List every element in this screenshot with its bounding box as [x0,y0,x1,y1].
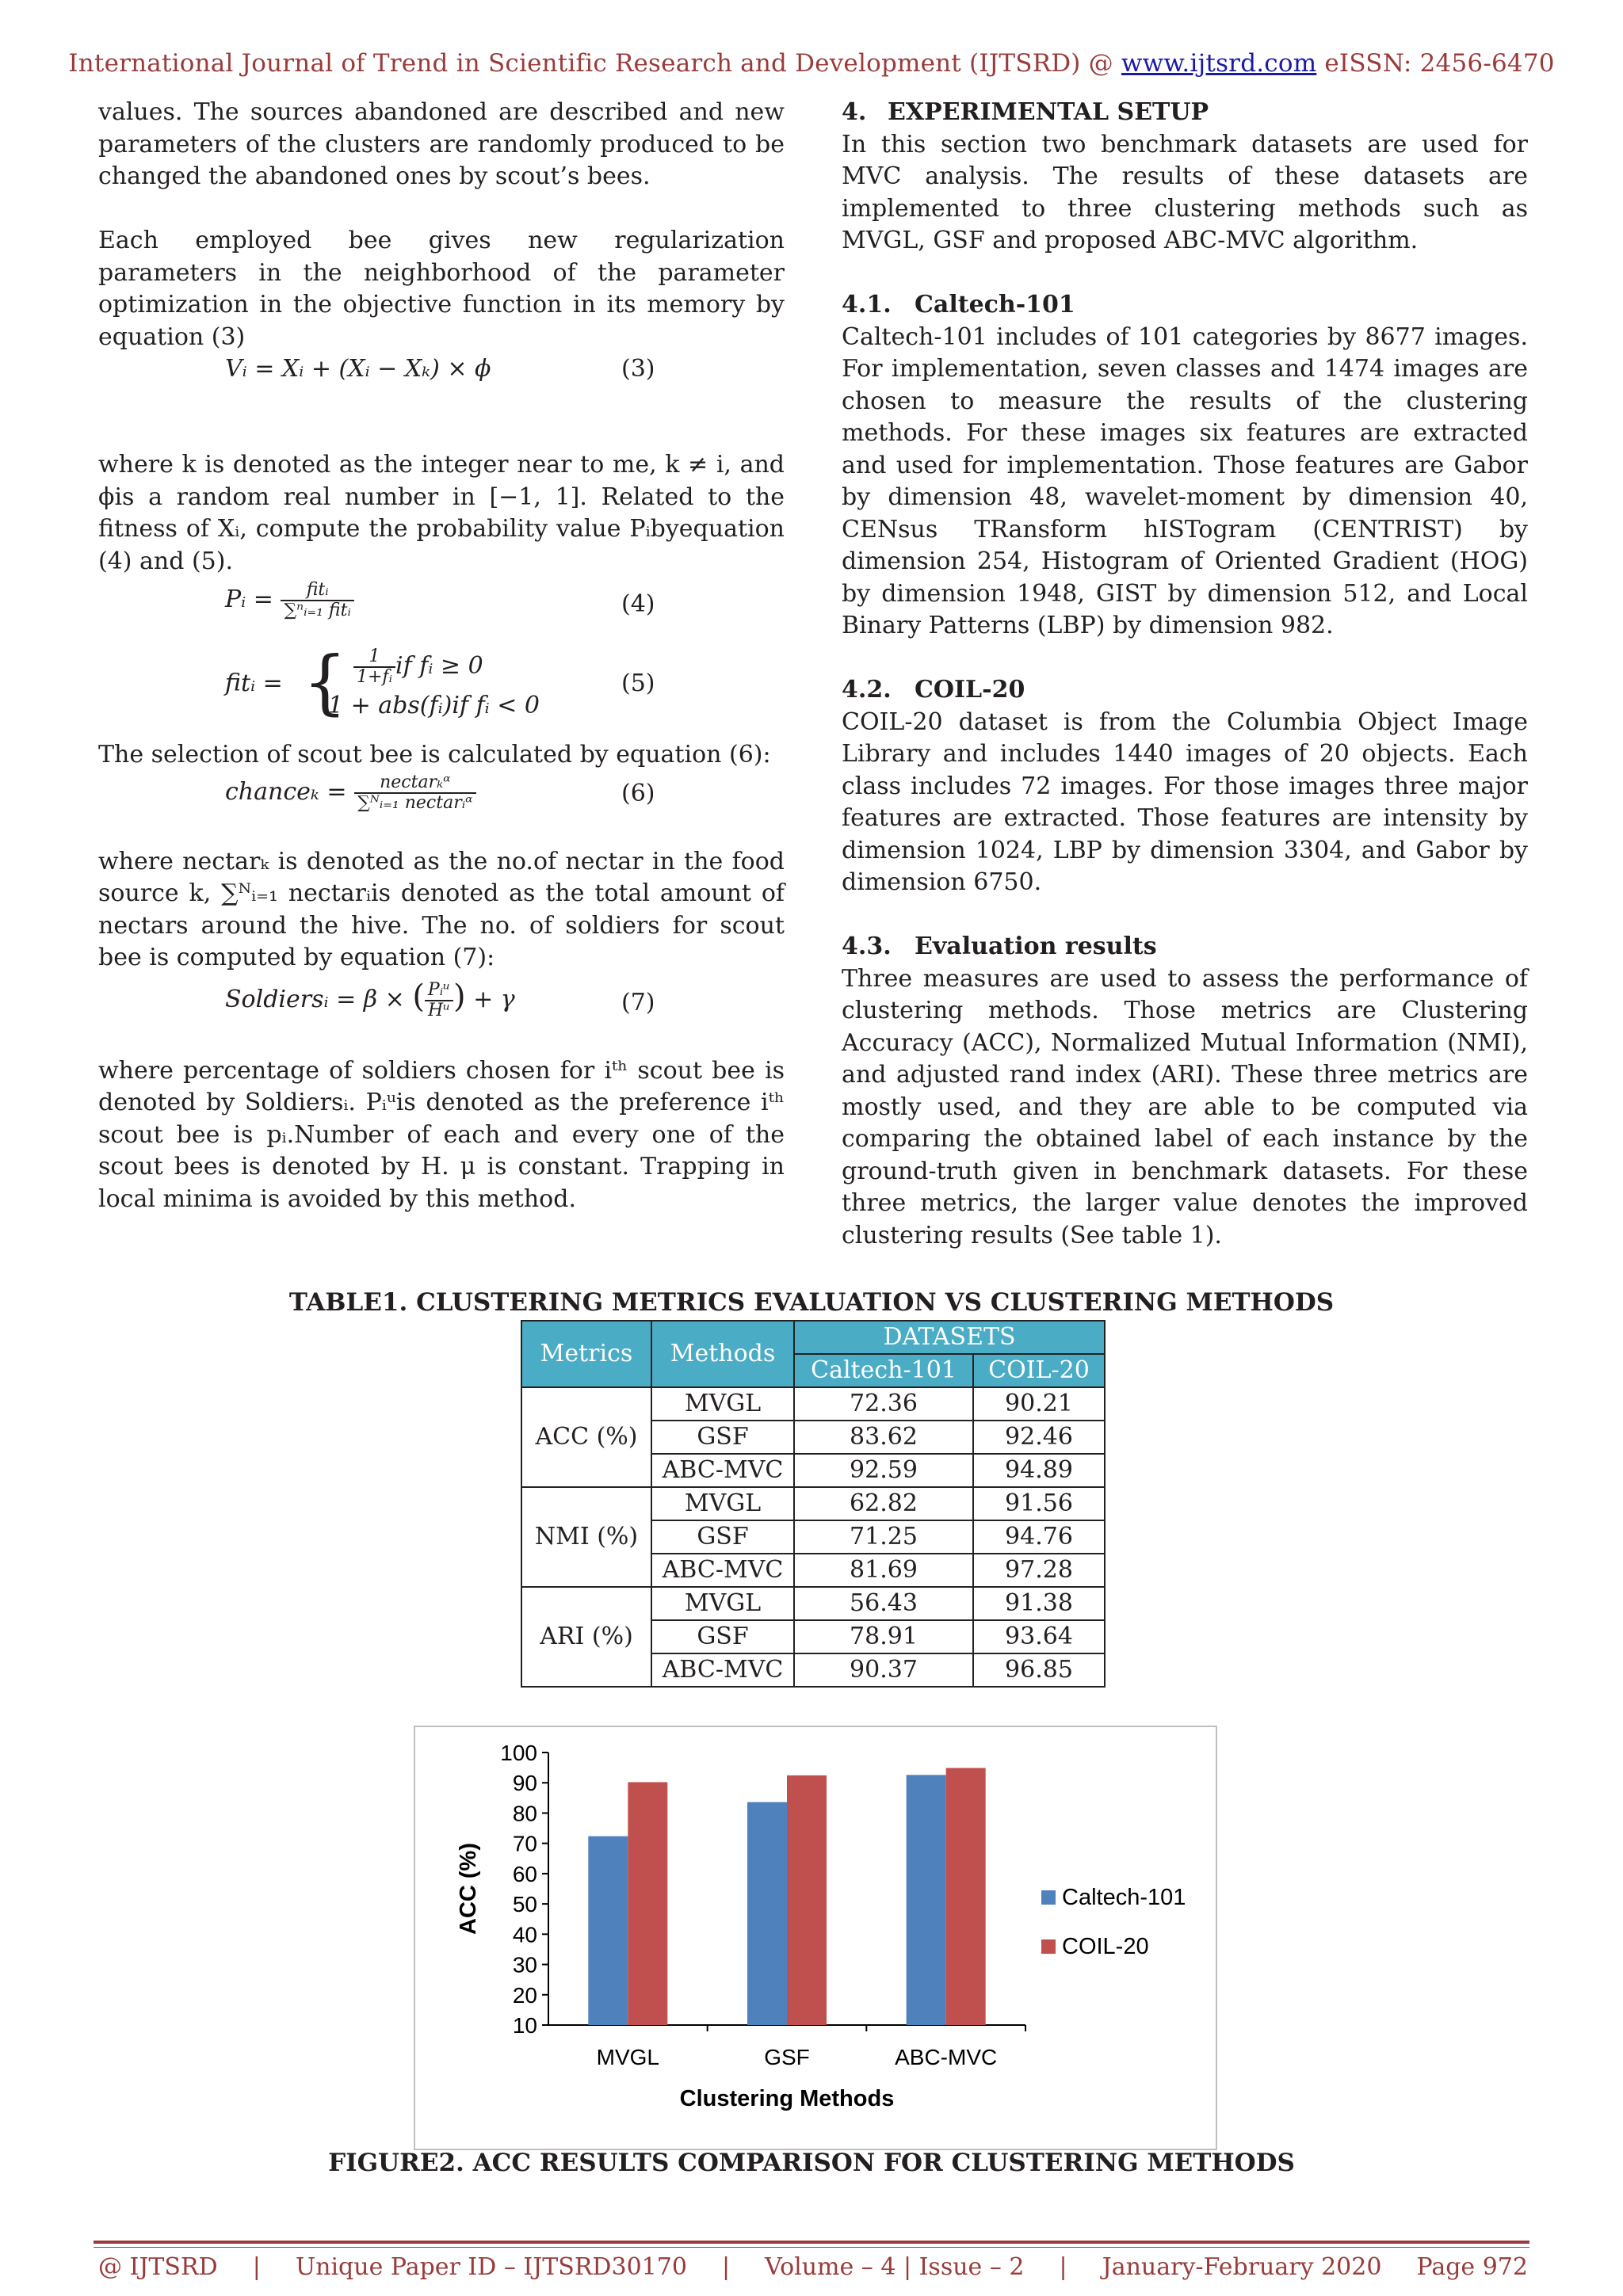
table-cell-v2: 94.76 [973,1520,1105,1554]
y-tick-label: 100 [500,1741,537,1765]
footer-rule-thin [94,2247,1529,2248]
y-tick-label: 70 [512,1831,537,1856]
table-cell-metric: ARI (%) [521,1587,651,1687]
paragraph: where k is denoted as the integer near to me, k ≠ i, and ϕis a random real number in [−1, 1]. Related to the fitness of Xᵢ, compute the probability value Pᵢbyequation (4) and (5). [98,451,785,575]
footer-rule [94,2241,1529,2244]
footer-paper-id: Unique Paper ID – IJTSRD30170 [295,2253,687,2281]
table-cell-v2: 91.38 [973,1587,1105,1620]
legend-swatch-caltech-101 [1041,1890,1056,1905]
equation-number: (3) [621,355,655,383]
paragraph: values. The sources abandoned are described and new parameters of the clusters are randomly produced to be changed the abandoned ones by scout’s bees. [98,98,785,190]
equation-number: (6) [621,779,655,807]
bar-caltech-101-mvgl [588,1836,628,2025]
right-column [842,97,1528,1252]
y-axis-label: ACC (%) [456,1843,481,1935]
fraction-numerator: Pᵢᵘ [425,981,453,1001]
x-tick-label: GSF [764,2045,810,2069]
fraction-numerator: nectarₖᵅ [354,773,475,794]
metrics-table [521,1320,1106,1688]
table-cell-v1: 90.37 [794,1653,973,1687]
paragraph: COIL-20 dataset is from the Columbia Object Image Library and includes 1440 images of 20 objects. Each class includes 72 images. For those images three major features are extracted. Those features are intensity by dimension 1024, LBP by dimension 3304, and Gabor by dimension 6750. [842,707,1528,896]
table-cell-method: ABC-MVC [651,1554,794,1587]
bar-coil-20-mvgl [628,1782,667,2025]
equation-lhs: Pᵢ = [225,585,273,613]
equation-lhs: fitᵢ = [225,669,283,697]
legend-label: COIL-20 [1062,1934,1149,1959]
y-tick-label: 50 [512,1892,537,1917]
bar-coil-20-gsf [787,1775,827,2025]
table-cell-method: GSF [651,1620,794,1653]
table-row [521,1387,1105,1421]
table-cell-method: ABC-MVC [651,1653,794,1687]
section-heading: 4.2. COIL-20 [842,676,1025,704]
journal-link[interactable]: www.ijtsrd.com [1121,49,1317,78]
table-cell-method: GSF [651,1520,794,1554]
fraction-denominator: ∑ᴺᵢ₌₁ nectarᵢᵅ [357,792,473,813]
table-header-coil: COIL-20 [973,1354,1105,1387]
table-cell-v1: 62.82 [794,1487,973,1520]
footer-page: Page 972 [1416,2253,1528,2281]
legend-swatch-coil-20 [1041,1939,1056,1954]
paragraph: The selection of scout bee is calculated by equation (6): [98,741,771,769]
footer-publisher: @ IJTSRD [98,2253,218,2281]
x-tick-label: MVGL [596,2045,660,2069]
y-tick-label: 80 [512,1801,537,1826]
y-tick-label: 60 [512,1861,537,1886]
fraction-denominator: Hᵘ [427,1000,450,1020]
equation-lhs: chanceₖ = [225,777,347,806]
paragraph: Three measures are used to assess the performance of clustering methods. Those metrics are Clustering Accuracy (ACC), Normalized Mutual Information (NMI), and adjusted rand index (ARI). These three metrics are mostly used, and they are able to be computed via comparing the obtained label of each instance by the ground-truth given in benchmark datasets. For these three metrics, the larger value denotes the improved clustering results (See table 1). [842,964,1528,1249]
equation-number: (4) [621,590,655,618]
bar-caltech-101-gsf [747,1802,787,2025]
left-column [98,97,785,1215]
footer-separator: | [1059,2253,1067,2281]
table-cell-v2: 94.89 [973,1454,1105,1487]
table-row [521,1487,1105,1520]
journal-header [0,49,1623,78]
x-tick-label: ABC-MVC [895,2045,998,2069]
table-cell-v2: 91.56 [973,1487,1105,1520]
table-cell-v2: 96.85 [973,1653,1105,1687]
table-cell-v1: 78.91 [794,1620,973,1653]
table-cell-method: MVGL [651,1487,794,1520]
paragraph: where nectarₖ is denoted as the no.of nectar in the food source k, ∑ᴺᵢ₌₁ nectarᵢis denoted as the total amount of nectars around the hive. The no. of soldiers for scout bee is computed by equation (7): [98,847,785,971]
x-axis-label: Clustering Methods [679,2086,895,2111]
fraction-numerator: 1 [353,647,395,668]
table-cell-v1: 83.62 [794,1421,973,1454]
bar-coil-20-abc-mvc [946,1768,986,2025]
table-header-metrics: Metrics [521,1321,651,1387]
table-cell-v1: 56.43 [794,1587,973,1620]
table-cell-method: ABC-MVC [651,1454,794,1487]
equation-number: (5) [621,669,655,697]
paragraph: Each employed bee gives new regularization parameters in the neighborhood of the parameter optimization in the objective function in its memory by equation (3) [98,227,785,351]
fraction-numerator: fitᵢ [281,581,353,601]
y-tick-label: 90 [512,1771,537,1796]
table-header-caltech: Caltech-101 [794,1354,973,1387]
table-cell-method: MVGL [651,1387,794,1421]
equation-expression: Vᵢ = Xᵢ + (Xᵢ − Xₖ) × ϕ [225,355,491,383]
table-cell-v2: 92.46 [973,1421,1105,1454]
paragraph: Caltech-101 includes of 101 categories by 8677 images. For implementation, seven classes and 1474 images are chosen to measure the results of the clustering methods. For these images six features are extracted and used for implementation. Those features are Gabor by dimension 48, wavelet-moment by dimension 40, CENsus TRansform hISTogram (CENTRIST) by dimension 254, Histogram of Oriented Gradient (HOG) by dimension 1948, GIST by dimension 512, and Local Binary Patterns (LBP) by dimension 982. [842,322,1528,639]
equation-6 [98,772,785,832]
table-cell-v2: 97.28 [973,1554,1105,1587]
legend-label: Caltech-101 [1062,1885,1186,1910]
equation-rhs: + γ [473,985,515,1013]
y-tick-label: 30 [512,1952,537,1978]
table-cell-method: GSF [651,1421,794,1454]
table-caption: TABLE1. CLUSTERING METRICS EVALUATION VS CLUSTERING METHODS [288,1288,1335,1317]
table-cell-metric: ACC (%) [521,1387,651,1487]
page-footer [98,2253,1528,2281]
section-heading: 4.1. Caltech-101 [842,291,1075,318]
equation-7: Soldiersᵢ = β × ( $\frac{\text{Pᵢᵘ}}{\text{Hᵘ}}$ ) + γ (7) [225,978,655,1020]
case-expression: 1 + abs(fᵢ)if fᵢ < 0 [328,692,540,719]
paragraph: In this section two benchmark datasets are used for MVC analysis. The results of these datasets are implemented to three clustering methods such as MVGL, GSF and proposed ABC-MVC algorithm. [842,130,1528,254]
equation-number: (7) [621,988,655,1016]
table-cell-v1: 81.69 [794,1554,973,1587]
table-cell-metric: NMI (%) [521,1487,651,1587]
table-row [521,1587,1105,1620]
table-cell-v1: 71.25 [794,1520,973,1554]
table-header-methods: Methods [651,1321,794,1387]
y-tick-label: 10 [512,2013,537,2038]
table-cell-v1: 72.36 [794,1387,973,1421]
footer-separator: | [252,2253,261,2281]
y-tick-label: 20 [512,1982,537,2008]
table-cell-v1: 92.59 [794,1454,973,1487]
figure-caption: FIGURE2. ACC RESULTS COMPARISON FOR CLUSTERING METHODS [328,2149,1295,2177]
header-text: International Journal of Trend in Scientific Research and Development (IJTSRD) @ [68,49,1121,78]
equation-5: fitᵢ = { $\frac{1}{\text{1+fᵢ}}$ if fᵢ ≥ 0 1 + abs(fᵢ)if fᵢ < 0 (5) [225,641,655,723]
paragraph: where percentage of soldiers chosen for iᵗʰ scout bee is denoted by Soldiersᵢ. Pᵢᵘis denoted as the preference iᵗʰ scout bee is pᵢ.Number of each and every one of the scout bees is denoted by H. μ is constant. Trapping in local minima is avoided by this method. [98,1056,785,1213]
fraction-denominator: 1+fᵢ [357,667,392,687]
table-cell-v2: 90.21 [973,1387,1105,1421]
table-cell-v2: 93.64 [973,1620,1105,1653]
case-condition: if fᵢ ≥ 0 [395,652,483,680]
table-header-datasets: DATASETS [794,1321,1105,1354]
chart-svg [415,1727,1216,2149]
section-heading: 4.3. Evaluation results [842,933,1157,960]
equation-4 [98,578,785,638]
equation-3 [98,353,785,385]
bar-caltech-101-abc-mvc [907,1775,946,2025]
section-heading: 4. EXPERIMENTAL SETUP [842,98,1209,126]
fraction-denominator: ∑ⁿᵢ₌₁ fitᵢ [284,601,351,620]
footer-date: January-February 2020 [1102,2253,1382,2281]
footer-volume: Volume – 4 | Issue – 2 [765,2253,1025,2281]
footer-separator: | [721,2253,731,2281]
table-cell-method: MVGL [651,1587,794,1620]
y-tick-label: 40 [512,1922,537,1947]
acc-bar-chart [414,1726,1217,2150]
equation-lhs: Soldiersᵢ = β × [225,985,405,1013]
header-issn: eISSN: 2456-6470 [1316,49,1555,78]
